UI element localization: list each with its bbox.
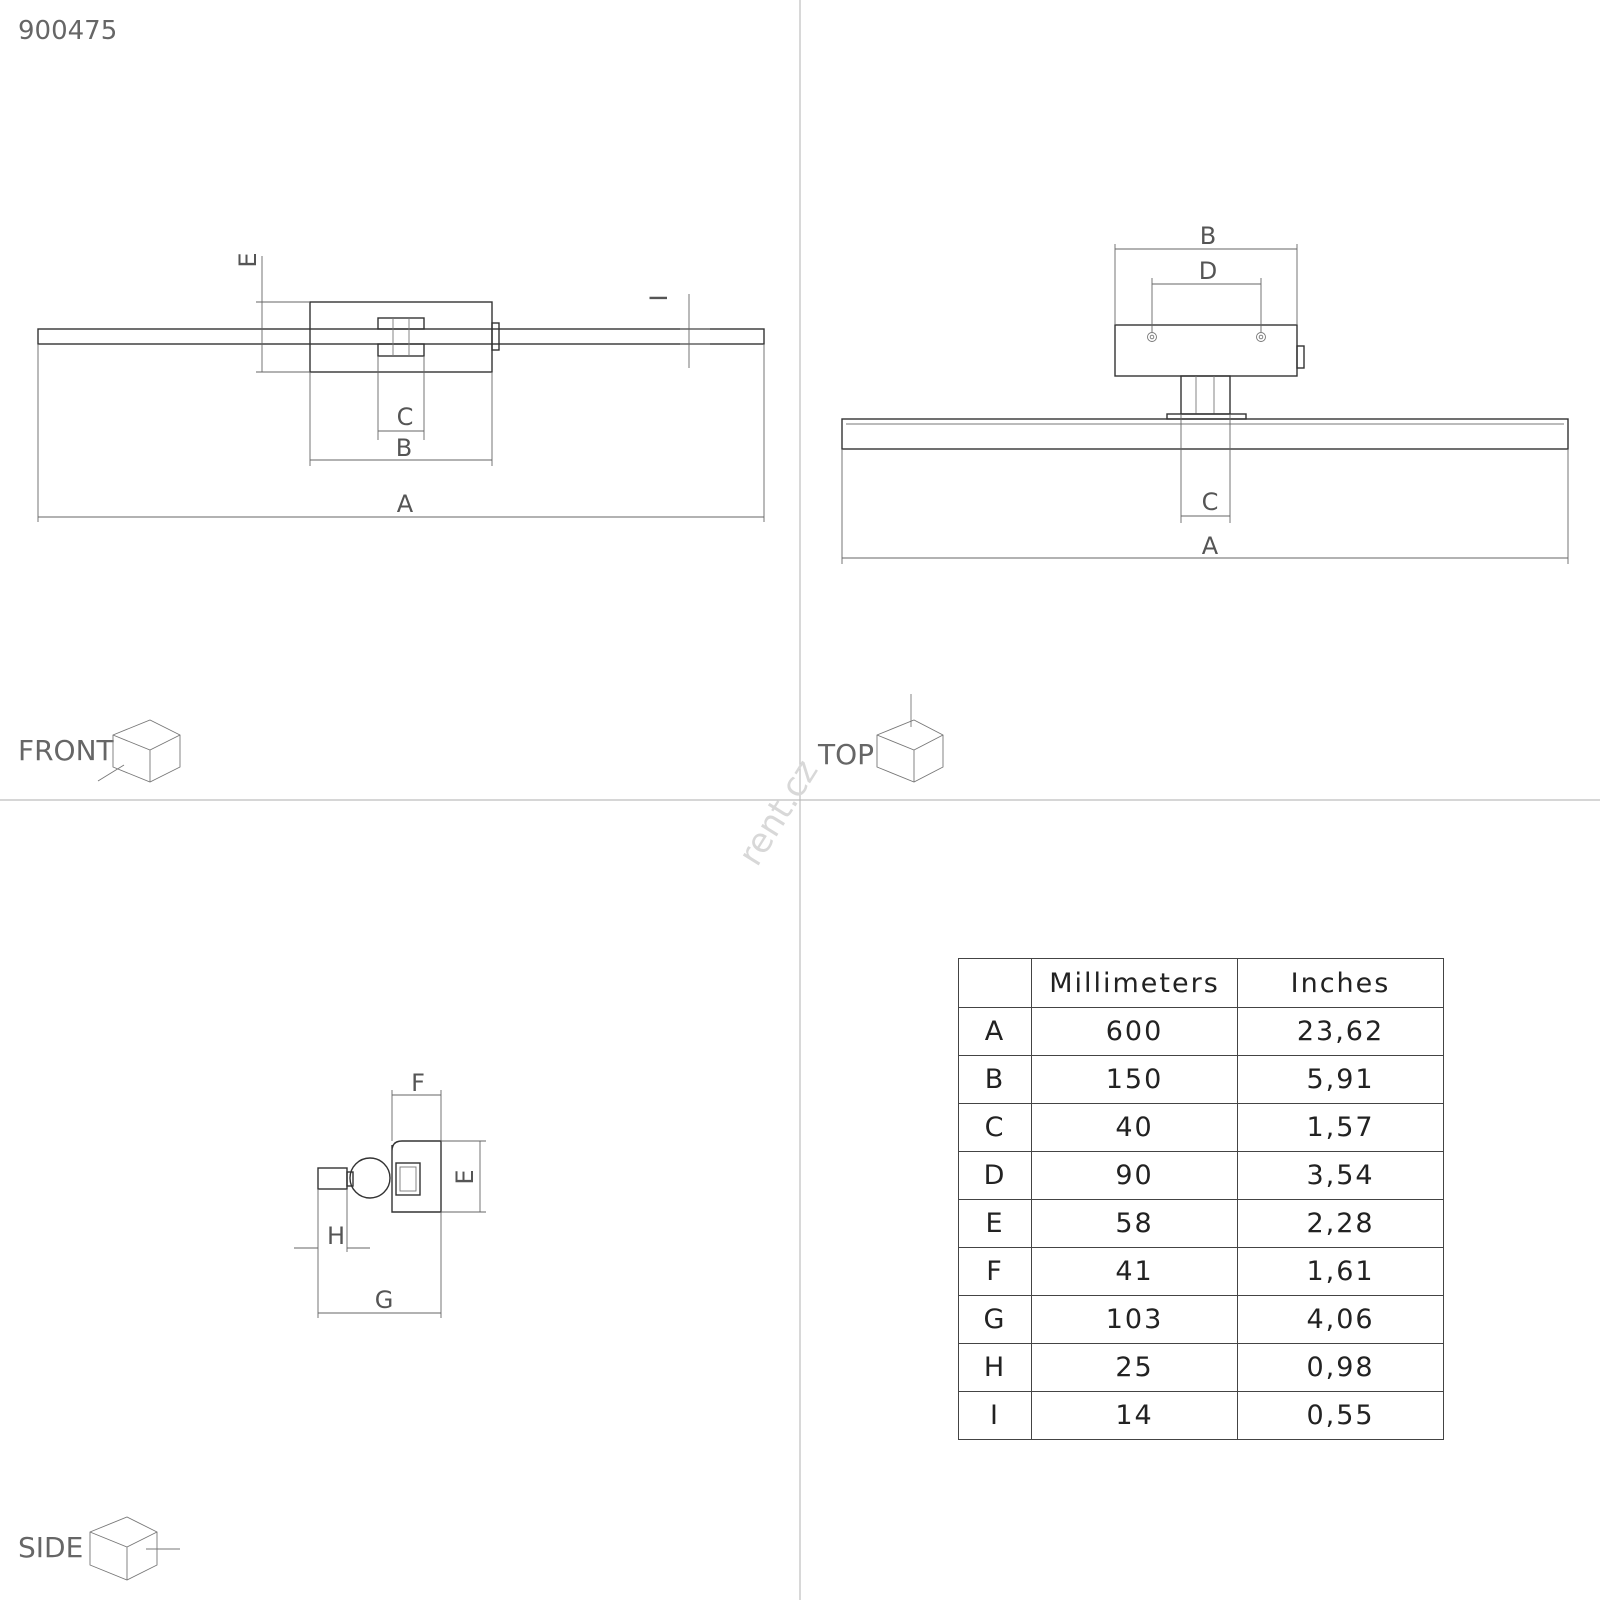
top-dim-d: D <box>1198 257 1218 285</box>
top-dim-c: C <box>1201 488 1219 516</box>
top-view-label: TOP <box>818 738 875 771</box>
top-view <box>817 222 1568 782</box>
front-dim-b: B <box>395 434 413 462</box>
table-row <box>959 1296 1444 1344</box>
row-label: C <box>959 1104 1032 1152</box>
row-mm: 14 <box>1032 1392 1238 1440</box>
table-header-inches: Inches <box>1238 959 1444 1008</box>
table-row <box>959 1152 1444 1200</box>
row-label: F <box>959 1248 1032 1296</box>
row-mm: 103 <box>1032 1296 1238 1344</box>
top-mount-box <box>1115 325 1297 376</box>
side-cube-icon <box>90 1517 180 1580</box>
side-view <box>18 1069 486 1580</box>
side-dim-f: F <box>411 1069 425 1097</box>
row-mm: 90 <box>1032 1152 1238 1200</box>
table-header-mm: Millimeters <box>1032 959 1238 1008</box>
table-header-blank <box>959 959 1032 1008</box>
watermark: rent.cz <box>730 752 827 873</box>
table-header-row <box>959 959 1444 1008</box>
row-inches: 1,61 <box>1238 1248 1444 1296</box>
front-dim-i: I <box>645 294 673 302</box>
row-label: A <box>959 1008 1032 1056</box>
row-label: E <box>959 1200 1032 1248</box>
side-view-label: SIDE <box>18 1531 84 1564</box>
row-label: I <box>959 1392 1032 1440</box>
row-mm: 150 <box>1032 1056 1238 1104</box>
side-mount-box <box>392 1141 441 1212</box>
side-dim-h: H <box>326 1222 346 1250</box>
row-inches: 3,54 <box>1238 1152 1444 1200</box>
top-cube-icon <box>877 694 943 782</box>
dimensions-table <box>958 958 1444 1440</box>
row-inches: 0,55 <box>1238 1392 1444 1440</box>
row-inches: 2,28 <box>1238 1200 1444 1248</box>
table-row <box>959 1104 1444 1152</box>
table-row <box>959 1248 1444 1296</box>
front-dim-e: E <box>234 252 262 268</box>
row-inches: 1,57 <box>1238 1104 1444 1152</box>
row-mm: 41 <box>1032 1248 1238 1296</box>
top-stem <box>1181 376 1230 414</box>
top-stem-plate <box>1167 414 1246 419</box>
front-hinge-bottom <box>378 344 424 356</box>
row-mm: 600 <box>1032 1008 1238 1056</box>
top-screw-left <box>1148 333 1157 342</box>
front-switch <box>492 323 499 350</box>
row-inches: 4,06 <box>1238 1296 1444 1344</box>
top-lamp-bar <box>842 419 1568 449</box>
top-switch <box>1297 346 1304 368</box>
product-code: 900475 <box>18 16 118 46</box>
front-dim-c: C <box>396 403 414 431</box>
row-label: H <box>959 1344 1032 1392</box>
top-dim-a: A <box>1201 532 1219 560</box>
side-lamp-end <box>318 1168 347 1189</box>
side-dim-e: E <box>451 1169 479 1185</box>
row-label: G <box>959 1296 1032 1344</box>
row-mm: 25 <box>1032 1344 1238 1392</box>
row-inches: 0,98 <box>1238 1344 1444 1392</box>
table-row <box>959 1008 1444 1056</box>
table-row <box>959 1056 1444 1104</box>
front-hinge-top <box>378 318 424 329</box>
front-lamp-bar <box>38 329 764 344</box>
row-mm: 58 <box>1032 1200 1238 1248</box>
table-row <box>959 1200 1444 1248</box>
front-dim-a: A <box>396 490 414 518</box>
row-inches: 5,91 <box>1238 1056 1444 1104</box>
row-label: B <box>959 1056 1032 1104</box>
front-view-label: FRONT <box>18 734 114 767</box>
side-dim-g: G <box>374 1286 394 1314</box>
row-inches: 23,62 <box>1238 1008 1444 1056</box>
side-hinge-ball <box>350 1158 390 1198</box>
top-screw-right <box>1257 333 1266 342</box>
front-mount-box <box>310 302 492 372</box>
row-label: D <box>959 1152 1032 1200</box>
top-dim-b: B <box>1199 222 1217 250</box>
front-view <box>18 252 764 782</box>
row-mm: 40 <box>1032 1104 1238 1152</box>
table-row <box>959 1392 1444 1440</box>
table-row <box>959 1344 1444 1392</box>
